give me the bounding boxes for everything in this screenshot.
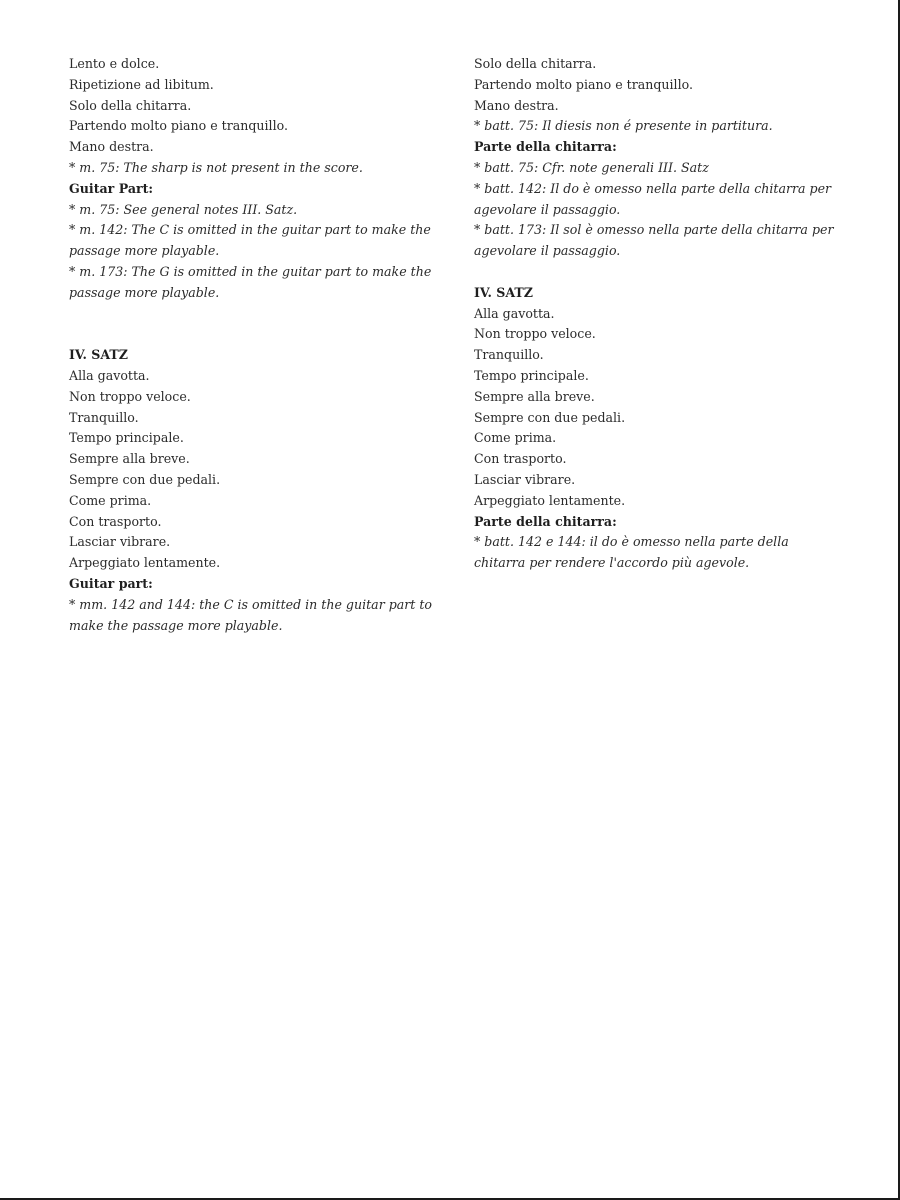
intro-line: Lento e dolce. bbox=[69, 56, 160, 71]
intro-line: Mano destra. bbox=[474, 97, 559, 113]
intro-line: Solo della chitarra. bbox=[69, 97, 192, 113]
satz-guitar-heading: Parte della chitarra: bbox=[474, 513, 617, 529]
satz-heading: IV. SATZ bbox=[474, 284, 533, 300]
satz-line: Sempre alla breve. bbox=[474, 388, 595, 404]
satz-line: Sempre con due pedali. bbox=[474, 409, 626, 425]
intro-line: Solo della chitarra. bbox=[474, 56, 597, 71]
satz-line: Tempo principale. bbox=[69, 430, 184, 446]
intro-line: Partendo molto piano e tranquillo. bbox=[69, 118, 288, 134]
satz-line: Sempre alla breve. bbox=[69, 451, 190, 467]
intro-note: * batt. 75: Il diesis non é presente in partitura. bbox=[474, 118, 773, 134]
guitar-note: * batt. 173: Il sol è omesso nella parte della chitarra per agevolare il passaggio. bbox=[474, 222, 834, 259]
satz-line: Sempre con due pedali. bbox=[69, 471, 221, 487]
satz-line: Non troppo veloce. bbox=[69, 388, 191, 404]
satz-line: Con trasporto. bbox=[69, 513, 162, 529]
intro-line: Ripetizione ad libitum. bbox=[69, 76, 214, 92]
guitar-note: * batt. 75: Cfr. note generali III. Satz bbox=[474, 159, 709, 175]
guitar-note: * m. 173: The G is omitted in the guitar part to make the passage more playable. bbox=[69, 263, 432, 300]
satz-line: Come prima. bbox=[474, 430, 557, 446]
guitar-note: * m. 142: The C is omitted in the guitar part to make the passage more playable. bbox=[69, 222, 431, 259]
intro-line: Partendo molto piano e tranquillo. bbox=[474, 76, 693, 92]
satz-line: Tempo principale. bbox=[474, 367, 589, 383]
satz-line: Non troppo veloce. bbox=[474, 326, 596, 342]
guitar-part-heading: Parte della chitarra: bbox=[474, 139, 617, 155]
satz-guitar-note: * mm. 142 and 144: the C is omitted in the guitar part to make the passage more playable. bbox=[69, 596, 433, 633]
satz-line: Arpeggiato lentamente. bbox=[69, 555, 221, 571]
intro-note: * m. 75: The sharp is not present in the score. bbox=[69, 159, 363, 175]
satz-line: Arpeggiato lentamente. bbox=[474, 492, 626, 508]
right-column bbox=[474, 54, 844, 574]
intro-line: Mano destra. bbox=[69, 139, 154, 155]
satz-guitar-heading: Guitar part: bbox=[69, 575, 153, 591]
satz-line: Tranquillo. bbox=[474, 347, 544, 363]
satz-line: Con trasporto. bbox=[474, 451, 567, 467]
guitar-part-heading: Guitar Part: bbox=[69, 180, 154, 196]
satz-line: Lasciar vibrare. bbox=[474, 471, 576, 487]
satz-line: Lasciar vibrare. bbox=[69, 534, 171, 550]
satz-guitar-note: * batt. 142 e 144: il do è omesso nella parte della chitarra per rendere l'accordo più agevole. bbox=[474, 534, 789, 571]
satz-line: Alla gavotta. bbox=[69, 367, 150, 383]
guitar-note: * batt. 142: Il do è omesso nella parte della chitarra per agevolare il passaggio. bbox=[474, 180, 832, 217]
guitar-note: * m. 75: See general notes III. Satz. bbox=[69, 201, 298, 217]
left-column bbox=[69, 54, 439, 636]
spacer bbox=[69, 304, 439, 346]
satz-heading: IV. SATZ bbox=[69, 347, 128, 363]
spacer bbox=[474, 262, 844, 283]
satz-line: Alla gavotta. bbox=[474, 305, 555, 321]
satz-line: Tranquillo. bbox=[69, 409, 139, 425]
satz-line: Come prima. bbox=[69, 492, 152, 508]
